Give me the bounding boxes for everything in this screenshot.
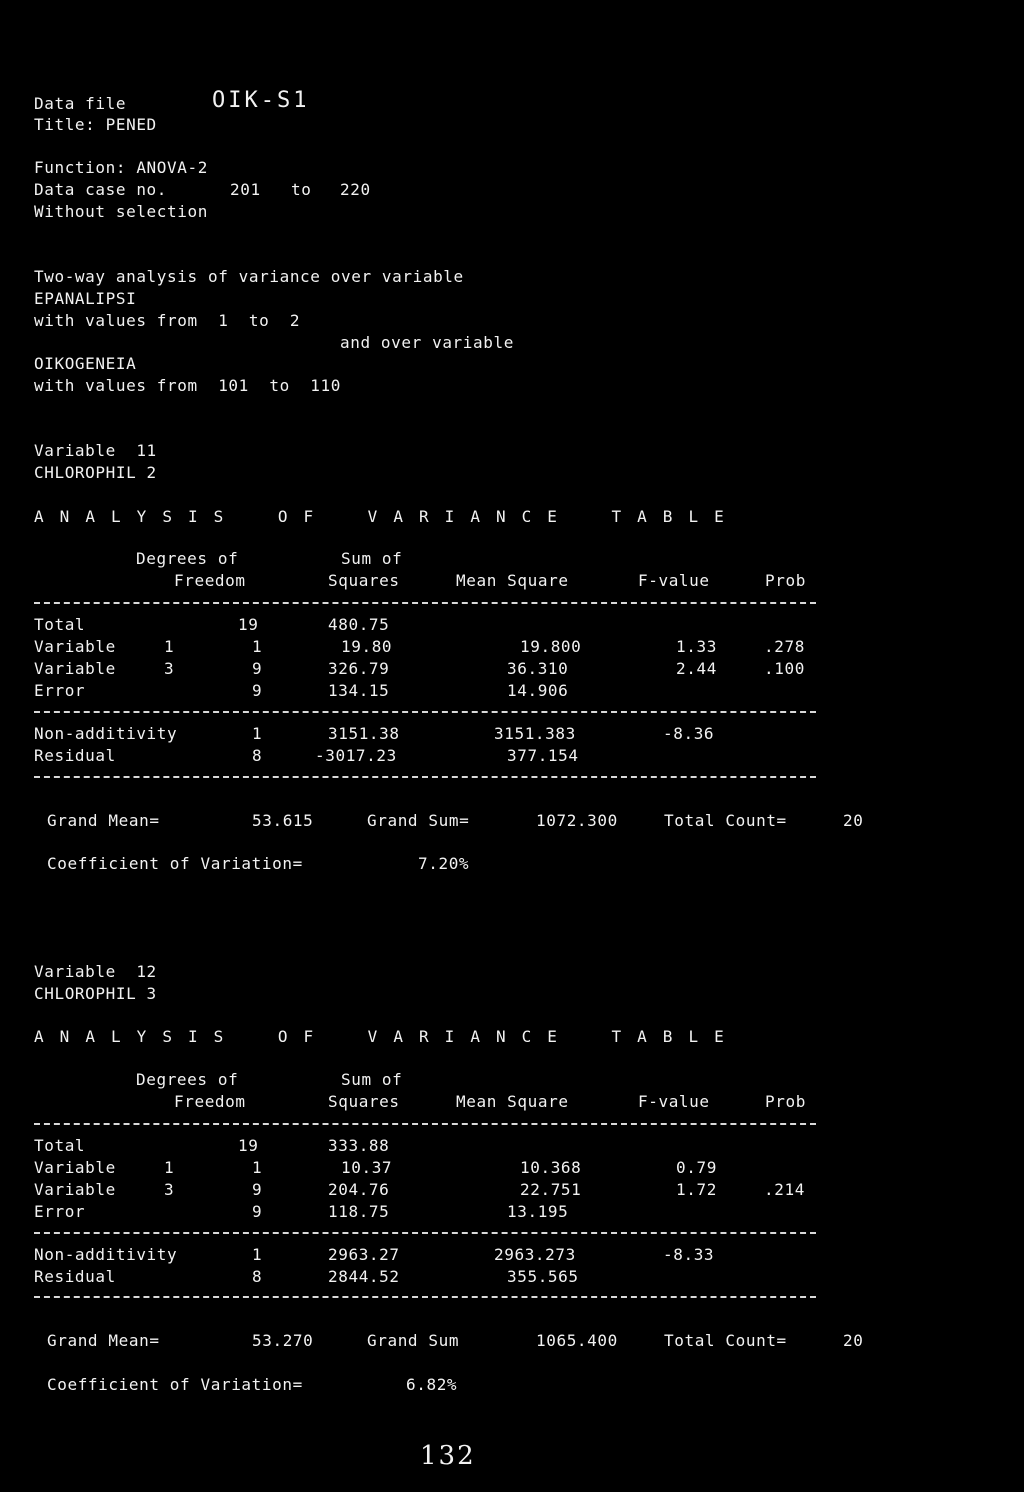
section-1-header-f-value: F-value [638,571,710,590]
variable-1-name: EPANALIPSI [34,289,137,308]
table-cell-ss: 118.75 [328,1202,390,1221]
grand-sum-label: Grand Sum [367,1331,460,1350]
table-row-number: 1 [164,1158,175,1177]
table-cell-ms: 10.368 [520,1158,582,1177]
section-2-header-squares: Squares [328,1092,400,1111]
table-row-label: Residual [34,746,116,765]
data-case-from: 201 [230,180,261,199]
table-cell-ms: 355.565 [507,1267,579,1286]
data-case-label: Data case no. [34,180,168,199]
variable-1-range: with values from 1 to 2 [34,311,301,330]
grand-mean-value: 53.615 [252,811,314,830]
table-cell-ss: 333.88 [328,1136,390,1155]
total-count-value: 20 [843,811,864,830]
table-cell-ss: 2844.52 [328,1267,400,1286]
table-row-number: 3 [164,1180,175,1199]
table-row-label: Non-additivity [34,1245,178,1264]
table-cell-df: 1 [252,1158,263,1177]
table-cell-df: 1 [252,724,263,743]
table-cell-f: 1.33 [676,637,717,656]
section-1-header-freedom: Freedom [174,571,246,590]
selection-line: Without selection [34,202,208,221]
table-cell-ss: 204.76 [328,1180,390,1199]
total-count-value: 20 [843,1331,864,1350]
table-cell-ms: 377.154 [507,746,579,765]
section-2-header-freedom: Freedom [174,1092,246,1111]
grand-sum-label: Grand Sum= [367,811,470,830]
table-cell-ms: 19.800 [520,637,582,656]
table-row-label: Error [34,681,86,700]
section-1-rule-3 [34,776,816,778]
section-2-header-sum: Sum of [341,1070,403,1089]
table-cell-prob: .100 [764,659,805,678]
section-1-header-sum: Sum of [341,549,403,568]
table-cell-df: 8 [252,1267,263,1286]
table-cell-ss: 480.75 [328,615,390,634]
table-cell-df: 8 [252,746,263,765]
section-2-rule-1 [34,1123,816,1125]
title-line: Title: PENED [34,115,157,134]
table-cell-df: 19 [238,615,259,634]
section-1-variable-line: Variable 11 [34,441,157,460]
table-cell-f: 0.79 [676,1158,717,1177]
table-cell-df: 1 [252,637,263,656]
table-cell-ms: 36.310 [507,659,569,678]
table-cell-ss: 134.15 [328,681,390,700]
section-2-rule-2 [34,1232,816,1234]
section-1-header-prob: Prob [765,571,806,590]
variable-2-range: with values from 101 to 110 [34,376,341,395]
table-cell-ss: 3151.38 [328,724,400,743]
table-row-label: Variable [34,637,116,656]
grand-mean-label: Grand Mean= [47,1331,160,1350]
table-cell-ss: 326.79 [328,659,390,678]
table-cell-f: -8.33 [663,1245,715,1264]
table-row-label: Total [34,1136,86,1155]
total-count-label: Total Count= [664,811,787,830]
table-row-number: 1 [164,637,175,656]
section-2-variable-name: CHLOROPHIL 3 [34,984,157,1003]
grand-sum-value: 1072.300 [536,811,618,830]
section-2-variable-line: Variable 12 [34,962,157,981]
section-1-rule-2 [34,711,816,713]
coefficient-of-variation-label: Coefficient of Variation= [47,854,303,873]
section-2-header-mean-square: Mean Square [456,1092,569,1111]
table-row-label: Total [34,615,86,634]
table-cell-df: 1 [252,1245,263,1264]
table-cell-prob: .278 [764,637,805,656]
table-row-label: Error [34,1202,86,1221]
table-cell-df: 9 [252,681,263,700]
section-1-anova-banner: A N A L Y S I S O F V A R I A N C E T A B L E [34,507,727,526]
table-cell-df: 9 [252,1180,263,1199]
data-case-to-word: to [291,180,312,199]
data-file-label: Data file [34,94,127,113]
table-cell-ms: 2963.273 [494,1245,576,1264]
section-2-anova-banner: A N A L Y S I S O F V A R I A N C E T A B L E [34,1027,727,1046]
table-cell-df: 19 [238,1136,259,1155]
table-cell-ss: 2963.27 [328,1245,400,1264]
section-1-variable-name: CHLOROPHIL 2 [34,463,157,482]
table-cell-f: -8.36 [663,724,715,743]
table-cell-ms: 3151.383 [494,724,576,743]
function-line: Function: ANOVA-2 [34,158,208,177]
section-2-rule-3 [34,1296,816,1298]
section-1-header-mean-square: Mean Square [456,571,569,590]
section-1-rule-1 [34,602,816,604]
table-cell-ms: 22.751 [520,1180,582,1199]
analysis-description: Two-way analysis of variance over variable [34,267,464,286]
table-cell-ms: 13.195 [507,1202,569,1221]
section-2-header-f-value: F-value [638,1092,710,1111]
variable-2-name: OIKOGENEIA [34,354,137,373]
table-cell-df: 9 [252,1202,263,1221]
grand-sum-value: 1065.400 [536,1331,618,1350]
table-cell-f: 2.44 [676,659,717,678]
table-cell-f: 1.72 [676,1180,717,1199]
table-row-number: 3 [164,659,175,678]
table-row-label: Variable [34,1158,116,1177]
table-row-label: Variable [34,659,116,678]
table-cell-prob: .214 [764,1180,805,1199]
data-case-to: 220 [340,180,371,199]
table-cell-ss: 19.80 [341,637,393,656]
total-count-label: Total Count= [664,1331,787,1350]
coefficient-of-variation-label: Coefficient of Variation= [47,1375,303,1394]
data-file-name: OIK-S1 [212,88,310,113]
table-cell-ms: 14.906 [507,681,569,700]
table-row-label: Variable [34,1180,116,1199]
table-cell-ss: 10.37 [341,1158,393,1177]
grand-mean-label: Grand Mean= [47,811,160,830]
page-number: 132 [420,1441,476,1471]
connector-text: and over variable [340,333,514,352]
section-1-header-degrees: Degrees of [136,549,239,568]
table-cell-df: 9 [252,659,263,678]
coefficient-of-variation-value: 6.82% [406,1375,458,1394]
table-cell-ss: -3017.23 [315,746,397,765]
grand-mean-value: 53.270 [252,1331,314,1350]
section-2-header-prob: Prob [765,1092,806,1111]
table-row-label: Non-additivity [34,724,178,743]
table-row-label: Residual [34,1267,116,1286]
section-2-header-degrees: Degrees of [136,1070,239,1089]
section-1-header-squares: Squares [328,571,400,590]
coefficient-of-variation-value: 7.20% [418,854,470,873]
